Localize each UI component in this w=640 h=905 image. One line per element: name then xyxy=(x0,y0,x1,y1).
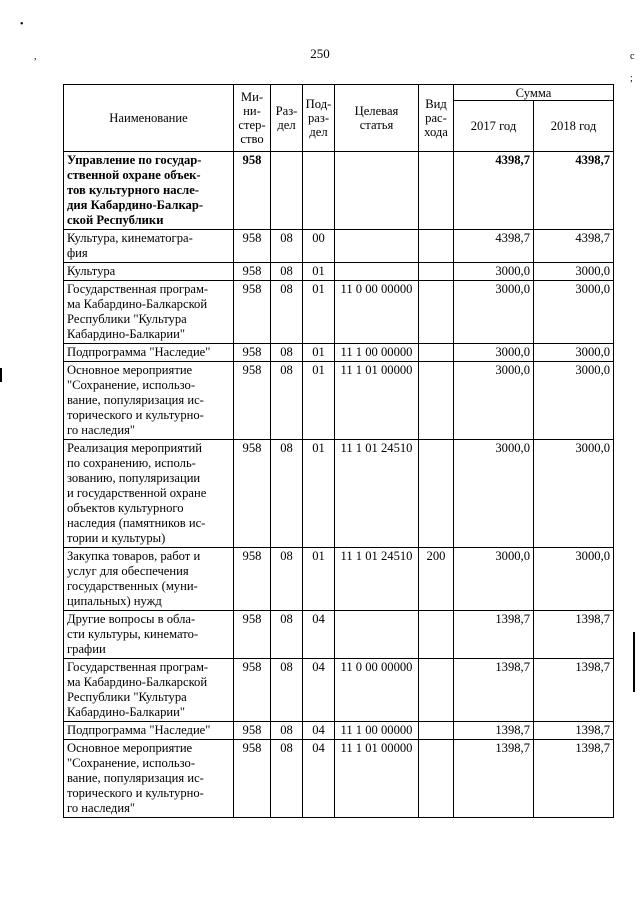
row-sum-2017: 1398,7 xyxy=(454,722,534,740)
scan-edge-left xyxy=(0,368,2,382)
row-ministry: 958 xyxy=(234,740,271,818)
header-sum xyxy=(454,85,614,101)
row-expense-type xyxy=(419,263,454,281)
row-sum-2018: 3000,0 xyxy=(534,281,614,344)
row-subsection: 01 xyxy=(303,281,335,344)
header-expense-type xyxy=(419,85,454,152)
row-sum-2017: 3000,0 xyxy=(454,344,534,362)
row-ministry: 958 xyxy=(234,659,271,722)
row-subsection: 01 xyxy=(303,344,335,362)
row-subsection: 04 xyxy=(303,722,335,740)
row-expense-type xyxy=(419,611,454,659)
table-row xyxy=(64,440,614,548)
row-section: 08 xyxy=(271,344,303,362)
table-row xyxy=(64,230,614,263)
row-ministry: 958 xyxy=(234,611,271,659)
header-name-text: Наименование xyxy=(109,111,188,125)
row-name: Культура, кинематогра- фия xyxy=(64,230,234,263)
row-ministry: 958 xyxy=(234,230,271,263)
header-target-text: Целевая статья xyxy=(354,104,399,132)
row-target: 11 1 00 00000 xyxy=(335,344,419,362)
row-ministry: 958 xyxy=(234,263,271,281)
scan-mark-left-second: , xyxy=(34,51,37,62)
row-name: Основное мероприятие "Сохранение, использо- вание, популяризация ис- торического и культурно- го наследия" xyxy=(64,362,234,440)
row-expense-type xyxy=(419,740,454,818)
header-year-2017 xyxy=(454,101,534,152)
table-row xyxy=(64,263,614,281)
scan-mark-right-top: с xyxy=(630,51,635,62)
row-target: 11 1 01 00000 xyxy=(335,362,419,440)
row-subsection: 00 xyxy=(303,230,335,263)
row-sum-2017: 3000,0 xyxy=(454,440,534,548)
header-expense-type-text: Вид рас- хода xyxy=(424,97,448,139)
row-section: 08 xyxy=(271,740,303,818)
row-sum-2018: 3000,0 xyxy=(534,440,614,548)
row-subsection: 01 xyxy=(303,440,335,548)
row-sum-2018: 1398,7 xyxy=(534,659,614,722)
row-ministry: 958 xyxy=(234,548,271,611)
row-expense-type xyxy=(419,230,454,263)
table-body xyxy=(64,152,614,818)
row-target: 11 1 01 24510 xyxy=(335,548,419,611)
row-name: Другие вопросы в обла- сти культуры, кинемато- графии xyxy=(64,611,234,659)
row-sum-2017: 3000,0 xyxy=(454,263,534,281)
row-sum-2018: 1398,7 xyxy=(534,722,614,740)
scan-mark-right-second: ; xyxy=(630,73,633,84)
header-sum-text: Сумма xyxy=(515,85,552,100)
row-name: Культура xyxy=(64,263,234,281)
row-subsection: 04 xyxy=(303,740,335,818)
header-ministry xyxy=(234,85,271,152)
row-sum-2018: 3000,0 xyxy=(534,344,614,362)
row-sum-2018: 3000,0 xyxy=(534,548,614,611)
row-ministry: 958 xyxy=(234,722,271,740)
row-target: 11 1 01 00000 xyxy=(335,740,419,818)
row-target xyxy=(335,152,419,230)
row-subsection: 01 xyxy=(303,263,335,281)
row-section: 08 xyxy=(271,548,303,611)
row-sum-2018: 3000,0 xyxy=(534,362,614,440)
row-section: 08 xyxy=(271,659,303,722)
row-expense-type xyxy=(419,152,454,230)
row-expense-type: 200 xyxy=(419,548,454,611)
table-row xyxy=(64,722,614,740)
row-sum-2017: 4398,7 xyxy=(454,230,534,263)
row-expense-type xyxy=(419,440,454,548)
row-name: Государственная програм- ма Кабардино-Балкарской Республики "Культура Кабардино-Балкарии" xyxy=(64,659,234,722)
row-target xyxy=(335,263,419,281)
table-row xyxy=(64,362,614,440)
row-sum-2018: 3000,0 xyxy=(534,263,614,281)
table-row xyxy=(64,659,614,722)
row-section: 08 xyxy=(271,611,303,659)
row-name: Основное мероприятие "Сохранение, использо- вание, популяризация ис- торического и культурно- го наследия" xyxy=(64,740,234,818)
row-sum-2017: 3000,0 xyxy=(454,548,534,611)
header-subsection xyxy=(303,85,335,152)
table-row xyxy=(64,548,614,611)
row-section: 08 xyxy=(271,362,303,440)
header-ministry-text: Ми- ни- стер- ство xyxy=(238,90,266,146)
row-expense-type xyxy=(419,344,454,362)
row-section: 08 xyxy=(271,440,303,548)
row-sum-2018: 4398,7 xyxy=(534,230,614,263)
row-target: 11 0 00 00000 xyxy=(335,659,419,722)
table-row xyxy=(64,152,614,230)
row-subsection: 01 xyxy=(303,548,335,611)
row-sum-2018: 1398,7 xyxy=(534,740,614,818)
row-expense-type xyxy=(419,722,454,740)
header-year-2018 xyxy=(534,101,614,152)
row-sum-2017: 1398,7 xyxy=(454,611,534,659)
row-ministry: 958 xyxy=(234,152,271,230)
row-sum-2018: 4398,7 xyxy=(534,152,614,230)
row-ministry: 958 xyxy=(234,281,271,344)
row-target: 11 0 00 00000 xyxy=(335,281,419,344)
row-expense-type xyxy=(419,281,454,344)
row-target: 11 1 00 00000 xyxy=(335,722,419,740)
row-name: Государственная програм- ма Кабардино-Балкарской Республики "Культура Кабардино-Балкарии" xyxy=(64,281,234,344)
row-section: 08 xyxy=(271,281,303,344)
row-sum-2017: 3000,0 xyxy=(454,281,534,344)
row-target: 11 1 01 24510 xyxy=(335,440,419,548)
row-target xyxy=(335,611,419,659)
row-section xyxy=(271,152,303,230)
header-year-2018-text: 2018 год xyxy=(550,119,597,133)
row-sum-2018: 1398,7 xyxy=(534,611,614,659)
header-section xyxy=(271,85,303,152)
row-sum-2017: 1398,7 xyxy=(454,659,534,722)
header-year-2017-text: 2017 год xyxy=(470,119,517,133)
header-target xyxy=(335,85,419,152)
row-name: Реализация мероприятий по сохранению, исполь- зованию, популяризации и государственной охране объектов культурного наследия (памятников ис- тории и культуры) xyxy=(64,440,234,548)
row-ministry: 958 xyxy=(234,344,271,362)
table-row xyxy=(64,281,614,344)
row-name: Подпрограмма "Наследие" xyxy=(64,344,234,362)
budget-table xyxy=(63,84,614,818)
row-subsection: 04 xyxy=(303,659,335,722)
row-sum-2017: 3000,0 xyxy=(454,362,534,440)
row-name: Подпрограмма "Наследие" xyxy=(64,722,234,740)
row-section: 08 xyxy=(271,230,303,263)
header-row-1 xyxy=(64,85,614,101)
table-row xyxy=(64,740,614,818)
row-name: Управление по государ- ственной охране объек- тов культурного насле- дия Кабардино-Балкар- ской Республики xyxy=(64,152,234,230)
header-section-text: Раз- дел xyxy=(275,104,298,132)
table-row xyxy=(64,611,614,659)
row-sum-2017: 4398,7 xyxy=(454,152,534,230)
row-ministry: 958 xyxy=(234,440,271,548)
row-expense-type xyxy=(419,362,454,440)
table-row xyxy=(64,344,614,362)
scan-edge-right xyxy=(633,632,635,692)
header-subsection-text: Под- раз- дел xyxy=(305,97,332,139)
row-subsection xyxy=(303,152,335,230)
row-name: Закупка товаров, работ и услуг для обеспечения государственных (муни- ципальных) нужд xyxy=(64,548,234,611)
row-expense-type xyxy=(419,659,454,722)
row-sum-2017: 1398,7 xyxy=(454,740,534,818)
row-section: 08 xyxy=(271,722,303,740)
scan-mark-left-top: • xyxy=(20,19,24,30)
row-ministry: 958 xyxy=(234,362,271,440)
page-number: 250 xyxy=(310,46,330,61)
row-subsection: 04 xyxy=(303,611,335,659)
row-target xyxy=(335,230,419,263)
header-name xyxy=(64,85,234,152)
row-section: 08 xyxy=(271,263,303,281)
row-subsection: 01 xyxy=(303,362,335,440)
